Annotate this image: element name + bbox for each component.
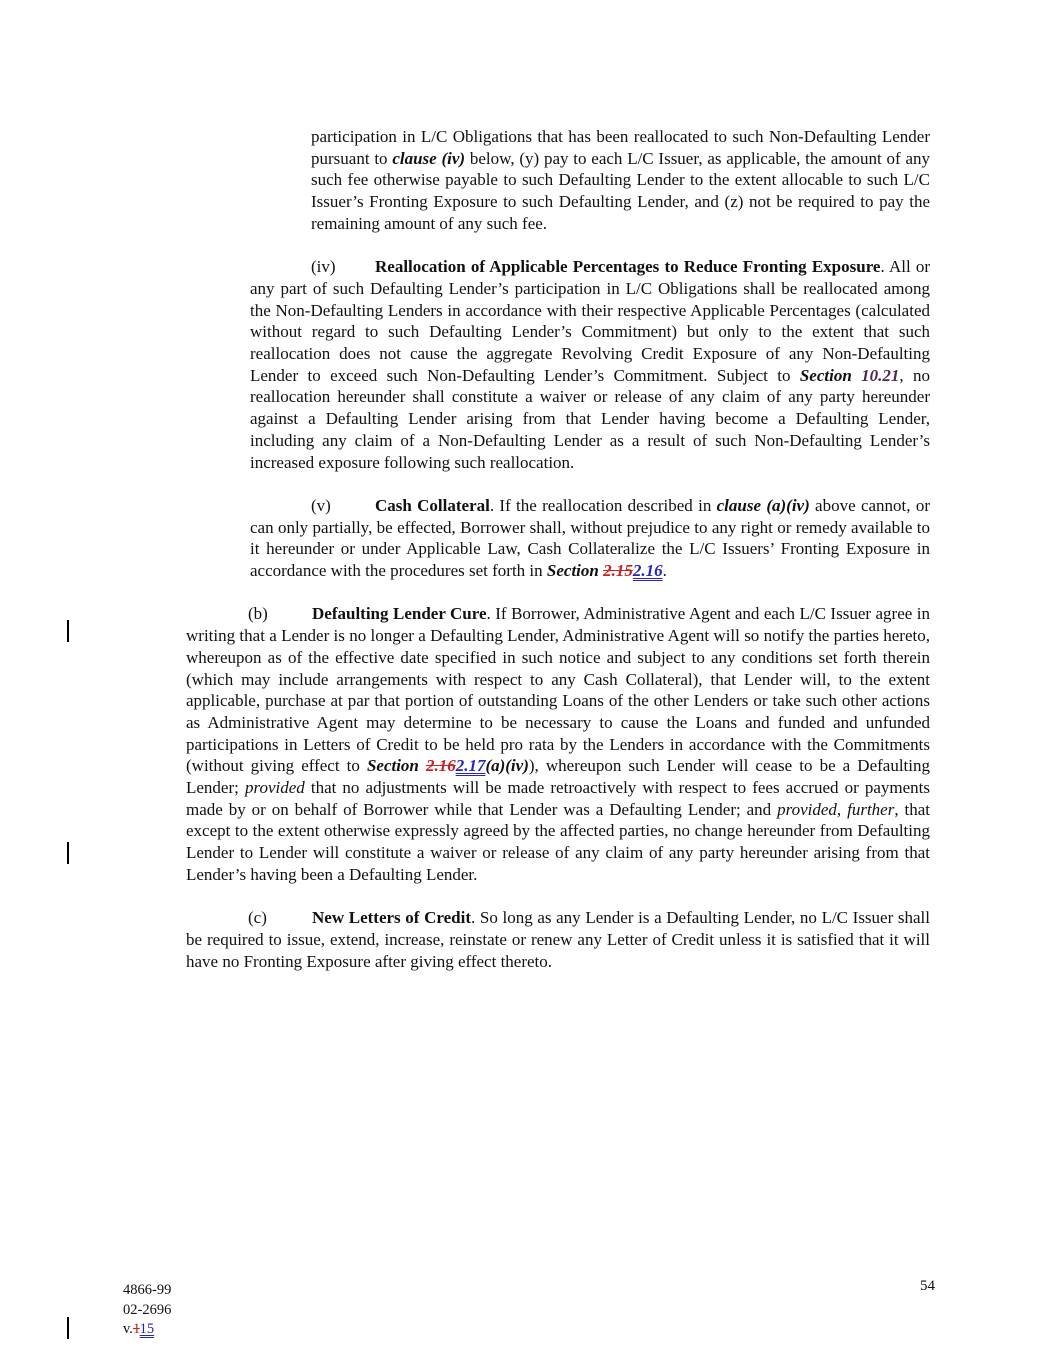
- paragraph: [311, 126, 930, 235]
- text-run: . All or any part of such Defaulting Lender’s participation in L/C Obligations shall be reallocated among the Non-Defaulting Lenders in accordance with their respective Applicable Percentages (calculated without regard to such Defaulting Lender’s Commitment) but only to the extent that such reallocation does not cause the aggregate Revolving Credit Exposure of any Non-Defaulting Lender to exceed such Non-Defaulting Lender’s Commitment. Subject to: [250, 257, 931, 385]
- text-run: below, (y) pay to each L/C Issuer, as applicable, the amount of any such fee otherwise payable to such Defaulting Lender to the extent allocable to such L/C Issuer’s Fronting Exposure to such Defaulting Lender, and (z) not be required to pay the remaining amount of any such fee.: [311, 148, 930, 233]
- redline-deleted-text: 2.16: [425, 756, 456, 776]
- text-run: Section: [799, 365, 862, 385]
- text-run: participation in L/C Obligations that has been reallocated to such Non-Defaulting Lender pursuant to: [311, 127, 930, 168]
- paragraph-label: (v): [311, 495, 331, 515]
- change-bar: [67, 842, 69, 864]
- text-run: . If the reallocation described in: [489, 495, 717, 515]
- text-run: clause (iv): [392, 148, 466, 168]
- text-run: New Letters of Credit: [312, 908, 471, 928]
- text-run: , that except to the extent otherwise expressly agreed by the affected parties, no change hereunder from Defaulting Lender to Lender will constitute a waiver or release of any claim of any party hereunder arising from that Lender’s having been a Defaulting Lender.: [186, 799, 931, 884]
- footer-version-inserted: 15: [139, 1321, 155, 1337]
- text-run: above cannot, or can only partially, be effected, Borrower shall, without prejudice to any right or remedy available to it hereunder or under Applicable Law, Cash Collateralize the L/C Issuers’ Fronting Exposure in accordance with the procedures set forth in: [250, 495, 930, 581]
- text-run: Reallocation of Applicable Percentages to Reduce Fronting Exposure: [375, 257, 881, 277]
- text-run: clause (a)(iv): [716, 495, 810, 515]
- text-run: .: [662, 561, 667, 581]
- text-run: Cash Collateral: [375, 495, 490, 515]
- redline-inserted-text: 2.16: [632, 561, 663, 581]
- text-run: provided: [244, 778, 305, 798]
- change-bar: [67, 620, 69, 642]
- footer-version-prefix: v.: [123, 1321, 133, 1337]
- section-reference-link[interactable]: 10.21: [861, 365, 900, 385]
- text-run: Defaulting Lender Cure: [312, 604, 487, 624]
- text-run: that no adjustments will be made retroactively with respect to fees accrued or payments made by or on behalf of Borrower while that Lender was a Defaulting Lender; and: [186, 778, 931, 819]
- change-bar: [67, 1317, 69, 1339]
- footer-doc-number: 02-2696: [123, 1301, 172, 1318]
- paragraph: [250, 495, 930, 582]
- footer-doc-id: [123, 1281, 171, 1340]
- paragraph-label: (b): [248, 604, 268, 624]
- text-run: . If Borrower, Administrative Agent and each L/C Issuer agree in writing that a Lender is no longer a Defaulting Lender, Administrative Agent will so notify the parties hereto, whereupon as of the effective date specified in such notice and subject to any conditions set forth therein (which may include arrangements with respect to any Cash Collateral), that Lender will, to the extent applicable, purchase at par that portion of outstanding Loans of the other Lenders or take such other actions as Administrative Agent may determine to be necessary to cause the Loans and funded and unfunded participations in Letters of Credit to be held pro rata by the Lenders in accordance with the Commitments (without giving effect to: [186, 604, 930, 776]
- redline-deleted-text: 2.15: [603, 561, 633, 581]
- text-run: . So long as any Lender is a Defaulting Lender, no L/C Issuer shall be required to issue, extend, increase, reinstate or renew any Letter of Credit unless it is satisfied that it will have no Fronting Exposure after giving effect thereto.: [186, 908, 931, 971]
- text-run: further: [847, 799, 895, 819]
- paragraph-label: (iv): [311, 257, 336, 277]
- text-run: Section: [546, 561, 604, 581]
- text-run: provided: [777, 799, 837, 819]
- text-run: Section: [366, 756, 426, 776]
- text-run: (a)(iv): [485, 756, 529, 776]
- paragraph: [250, 256, 930, 473]
- footer-version-line: [123, 1320, 171, 1340]
- redline-inserted-text: 2.17: [455, 756, 486, 776]
- document-body: [186, 126, 930, 994]
- paragraph: [186, 603, 930, 885]
- paragraph: [186, 907, 930, 972]
- text-run: ), whereupon such Lender will cease to be a Defaulting Lender;: [186, 756, 930, 798]
- text-run: ,: [836, 799, 848, 819]
- footer-version-deleted: 1: [132, 1321, 140, 1337]
- paragraph-label: (c): [248, 908, 267, 928]
- footer-doc-number: 4866-99: [123, 1282, 172, 1298]
- page-number: 54: [920, 1278, 935, 1294]
- text-run: , no reallocation hereunder shall constitute a waiver or release of any claim of any party hereunder against a Defaulting Lender arising from that Lender having become a Defaulting Lender, including any claim of a Non-Defaulting Lender as a result of such Non-Defaulting Lender’s increased exposure following such reallocation.: [250, 365, 931, 472]
